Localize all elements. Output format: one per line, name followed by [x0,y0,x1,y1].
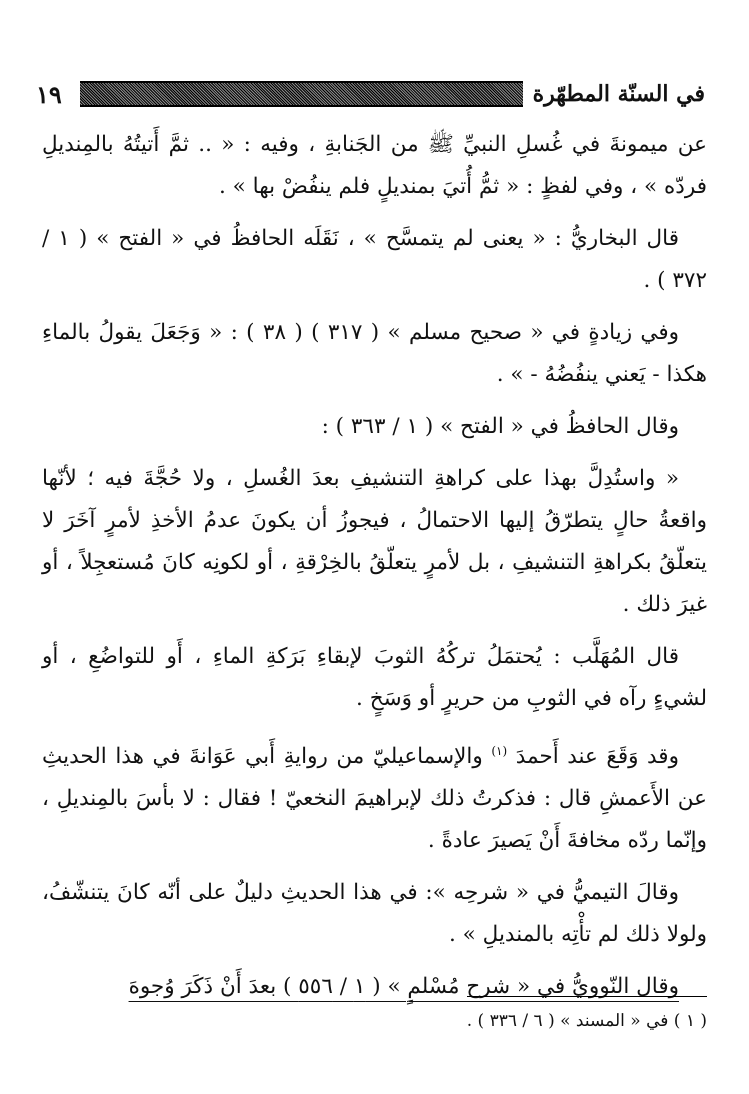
header-decorative-rule [80,81,523,107]
paragraph-6: قال المُهَلَّب : يُحتمَلُ تركُهُ الثوبَ لإبقاءِ بَرَكةِ الماءِ ، أَو للتواضُعِ ، أو لشيءٍ رآه في الثوبِ من حريرٍ أو وَسَخٍ . [42,644,707,711]
page-number: ١٩ [36,79,62,109]
paragraph-3: وفي زيادةٍ في « صحيح مسلم » ( ٣١٧ ) ( ٣٨ ) : « وَجَعَلَ يقولُ بالماءِ هكذا - يَعني ينفُضُهُ - » . [42,320,707,387]
paragraph-1: عن ميمونةَ في غُسلِ النبيِّ ﷺ من الجَنابةِ ، وفيه : « .. ثمَّ أَتيتُهُ بالمِنديلِ فردّه » ، وفي لفظٍ : « ثمُّ أُتيَ بمنديلٍ فلم ينفُضْ بها » . [42,132,707,199]
paragraph-4: وقال الحافظُ في « الفتح » ( ١ / ٣٦٣ ) : [321,414,679,439]
paragraph-7 [42,730,707,862]
running-header [36,74,705,114]
footnote: ( ١ ) في « المسند » ( ٦ / ٣٣٦ ) . [466,1011,707,1031]
paragraph-7-prefix: وقد وَقَعَ عند أَحمدَ [515,744,679,770]
paragraph-8: وقالَ التيميُّ في « شرحِه »: في هذا الحديثِ دليلٌ على أنّه كانَ يتنشّفُ، ولولا ذلك لم تأْتِه بالمنديلِ » . [42,880,707,948]
paragraph-2: قال البخاريُّ : « يعنى لم يتمسَّح » ، نَقَلَه الحافظُ في « الفتح » ( ١ / ٣٧٢ ) . [42,226,707,293]
footnote-divider [467,996,707,997]
page-body [42,124,707,1018]
paragraph-9: وقال النّوويُّ في « شرح مُسْلمٍ » ( ١ / ٥٥٦ ) بعدَ أَنْ ذَكَرَ وُجوهَ [128,974,679,1000]
header-title: في السنّة المطهّرة [532,81,705,107]
paragraph-7-text: والإسماعيليّ من روايةِ أَبي عَوَانةَ في هذا الحديثِ عن الأَعمشِ قال : فذكرتُ ذلك لإبراهيمَ النخعيّ ! فقال : لا بأسَ بالمِنديلِ ، وإنّما ردّه مخافةَ أَنْ يَصيرَ عادةً . [42,744,707,854]
paragraph-5: « واستُدِلَّ بهذا على كراهةِ التنشيفِ بعدَ الغُسلِ ، ولا حُجَّةَ فيه ؛ لأنّها واقعةُ حالٍ يتطرّقُ إليها الاحتمالُ ، فيجوزُ أن يكونَ عدمُ الأخذِ لأمرٍ آخَرَ لا يتعلّقُ بكراهةِ التنشيفِ ، بل لأمرٍ يتعلّقُ بالخِرْقةِ ، أو لكونِه كانَ مُستعجِلاً ، أو غيرَ ذلك . [42,466,707,617]
footnote-marker: (١) [491,744,508,758]
